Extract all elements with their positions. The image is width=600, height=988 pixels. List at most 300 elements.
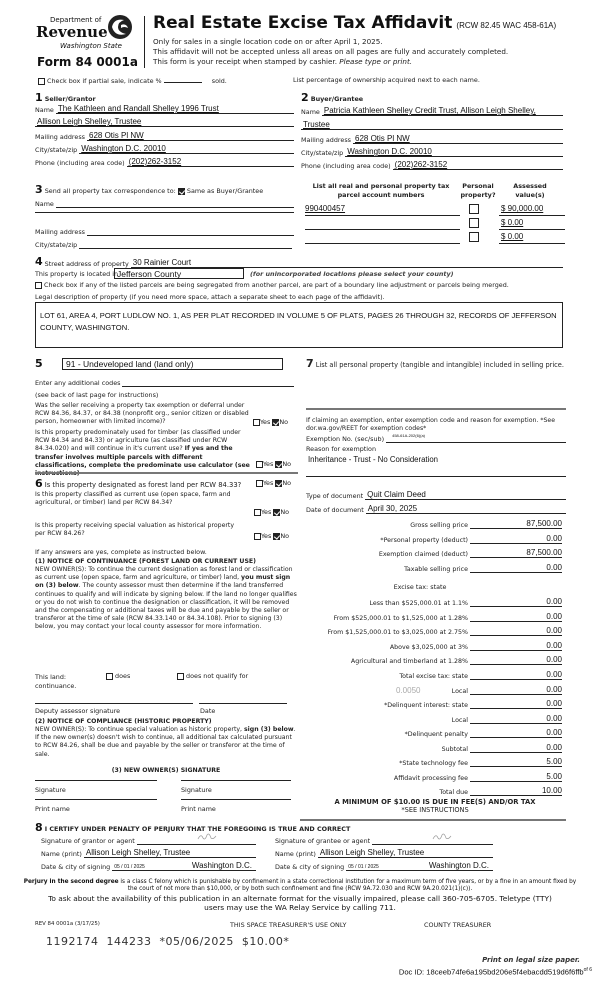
exemption-yes-checkbox[interactable] bbox=[253, 419, 260, 426]
forest-answer bbox=[256, 479, 291, 487]
tax-row-value[interactable]: 0.00 bbox=[500, 625, 562, 636]
parcel-number-field[interactable]: 990400457 bbox=[305, 204, 460, 216]
exemption-intro: If claiming an exemption, enter exemption code and reason for exemption. *See dor.wa.gov/REET for exemption codes* bbox=[306, 417, 556, 433]
partial-sale-suffix: sold. bbox=[211, 77, 227, 85]
tax-row-label: Affidavit processing fee bbox=[393, 774, 468, 782]
doc-type-label: Type of document bbox=[306, 492, 364, 500]
corr-name-field[interactable] bbox=[56, 198, 294, 208]
street-address-field[interactable] bbox=[131, 258, 563, 268]
deputy-date-field[interactable] bbox=[199, 703, 287, 704]
tax-leader-line bbox=[470, 700, 500, 709]
new-owner-signature-title: (3) NEW OWNER(S) SIGNATURE bbox=[111, 767, 221, 774]
grantor-date-field[interactable] bbox=[112, 861, 256, 871]
parcel-row bbox=[303, 204, 568, 218]
this-land-label: This land: bbox=[35, 673, 67, 681]
seller-name2-row bbox=[35, 117, 294, 127]
grantor-date-label: Date & city of signing bbox=[41, 863, 111, 871]
exemption-no-field[interactable] bbox=[386, 433, 566, 443]
grantor-name-label: Name (print) bbox=[41, 850, 82, 858]
grantor-date-value: 05 / 01 / 2025 bbox=[114, 864, 145, 870]
seller-name-value: The Kathleen and Randall Shelley 1996 Trust bbox=[57, 104, 219, 113]
tax-row-label: Above $3,025,000 at 3% bbox=[389, 643, 468, 651]
current-use-yes-checkbox[interactable] bbox=[254, 509, 261, 516]
tax-leader-line bbox=[470, 549, 500, 558]
tax-leader-line bbox=[470, 787, 500, 796]
partial-sale-row bbox=[38, 76, 227, 85]
tax-row-label: From $1,525,000.01 to $3,025,000 at 2.75% bbox=[327, 629, 468, 637]
tax-row bbox=[300, 654, 566, 665]
tax-row-label: Subtotal bbox=[441, 745, 468, 753]
parcel-row bbox=[303, 232, 568, 246]
timber-no-checkbox[interactable] bbox=[275, 461, 282, 468]
timber-answer bbox=[256, 460, 291, 468]
does-label: does bbox=[115, 672, 131, 680]
grantor-city-value: Washington D.C. bbox=[191, 861, 252, 870]
grantor-signature-label: Signature of grantor or agent bbox=[41, 837, 135, 845]
tax-row-label: Gross selling price bbox=[410, 522, 468, 529]
seller-name-label: Name bbox=[35, 106, 54, 114]
doc-type-row bbox=[306, 490, 566, 500]
section-3-number: 3 bbox=[35, 183, 43, 196]
certify-label: I CERTIFY UNDER PENALTY OF PERJURY THAT THE FOREGOING IS TRUE AND CORRECT bbox=[44, 825, 351, 833]
seller-city-label: City/state/zip bbox=[35, 146, 78, 154]
buyer-phone-field[interactable] bbox=[393, 160, 563, 170]
tax-row bbox=[300, 533, 566, 544]
assessed-value-field[interactable]: $ 0.00 bbox=[499, 218, 565, 230]
corr-city-field[interactable] bbox=[79, 239, 292, 249]
buyer-phone-value: (202)262-3152 bbox=[394, 160, 448, 169]
page-number: of 6 bbox=[583, 967, 592, 973]
legal-paper-note: Print on legal size paper. bbox=[482, 956, 580, 964]
section-2-number: 2 bbox=[301, 91, 309, 104]
same-as-buyer-label: Same as Buyer/Grantee bbox=[186, 187, 264, 195]
revenue-label: Revenue bbox=[36, 23, 108, 41]
assessed-value-field[interactable]: $ 90,000.00 bbox=[499, 204, 565, 216]
signature-label: Signature bbox=[181, 786, 212, 794]
tax-row-label: Less than $525,000.01 at 1.1% bbox=[369, 600, 468, 607]
timber-yes-checkbox[interactable] bbox=[256, 461, 263, 468]
buyer-name-label: Name bbox=[301, 108, 320, 116]
historical-yes-checkbox[interactable] bbox=[254, 533, 261, 540]
notice-compliance-bold: sign (3) below bbox=[243, 726, 294, 733]
tax-row-value[interactable]: 0.00 bbox=[500, 727, 562, 738]
deputy-signature-label: Deputy assessor signature bbox=[35, 707, 121, 715]
buyer-heading bbox=[301, 91, 363, 104]
section-7-number: 7 bbox=[306, 357, 314, 370]
seller-mail-value: 628 Otis Pl NW bbox=[89, 131, 144, 140]
buyer-city-field[interactable] bbox=[345, 147, 563, 157]
does-not-label: does not qualify for bbox=[186, 672, 249, 680]
tax-row bbox=[300, 742, 566, 753]
partial-sale-percent-field[interactable] bbox=[164, 76, 202, 83]
new-owner-print-1[interactable] bbox=[35, 799, 157, 800]
tax-leader-line bbox=[470, 744, 500, 753]
forest-no-checkbox[interactable] bbox=[275, 480, 282, 487]
seller-heading bbox=[35, 91, 96, 104]
forest-question-row bbox=[35, 477, 241, 490]
additional-codes-label: Enter any additional codes bbox=[35, 379, 121, 387]
tax-row bbox=[300, 669, 566, 680]
exemption-no-label: Exemption No. (sec/sub) bbox=[306, 435, 385, 443]
section-1-number: 1 bbox=[35, 91, 43, 104]
see-instructions-note: *SEE INSTRUCTIONS bbox=[401, 806, 469, 814]
corr-mail-row bbox=[35, 226, 294, 236]
seller-mail-field[interactable] bbox=[87, 131, 294, 141]
buyer-city-label: City/state/zip bbox=[301, 149, 344, 157]
tax-row bbox=[300, 562, 566, 573]
doc-date-field[interactable] bbox=[366, 504, 566, 514]
section-5-number: 5 bbox=[35, 357, 43, 370]
tax-row bbox=[300, 684, 566, 695]
county-treasurer-label: COUNTY TREASURER bbox=[424, 921, 492, 929]
dor-swoosh-icon bbox=[106, 14, 134, 40]
page-title-wrap bbox=[153, 13, 556, 33]
forest-question: Is this property designated as forest land per RCW 84.33? bbox=[44, 481, 242, 489]
buyer-city-row bbox=[301, 147, 563, 157]
current-use-answer bbox=[254, 508, 289, 516]
tax-leader-line bbox=[470, 715, 500, 724]
correspondence-label: Send all property tax correspondence to: bbox=[44, 187, 176, 195]
local-rate: 0.0050 bbox=[396, 686, 421, 695]
buyer-name-field[interactable] bbox=[322, 106, 563, 116]
tax-row bbox=[300, 756, 566, 767]
seller-phone-label: Phone (including area code) bbox=[35, 159, 125, 167]
tax-row bbox=[300, 785, 566, 796]
personal-property-checkbox[interactable] bbox=[469, 232, 479, 242]
buyer-mail-row bbox=[301, 134, 563, 144]
county-select[interactable]: Jefferson County bbox=[114, 268, 244, 279]
notice-compliance-text bbox=[35, 726, 297, 759]
correspondence-heading bbox=[35, 183, 263, 196]
personal-property-checkbox[interactable] bbox=[469, 204, 479, 214]
tax-row-value[interactable]: 0.00 bbox=[500, 562, 562, 573]
buyer-name-row bbox=[301, 106, 563, 116]
buyer-heading-label: Buyer/Grantee bbox=[310, 95, 364, 103]
ownership-note: List percentage of ownership acquired next to each name. bbox=[293, 76, 480, 84]
notice-continuance-bold: you must sign on (3) below bbox=[35, 574, 291, 590]
tax-row-value[interactable]: 0.00 bbox=[500, 596, 562, 607]
new-owner-signature-2[interactable] bbox=[181, 780, 291, 781]
tax-row-value[interactable]: 5.00 bbox=[500, 771, 562, 782]
grantee-date-value: 05 / 01 / 2025 bbox=[348, 864, 379, 870]
personal-property-field[interactable] bbox=[306, 408, 566, 410]
seller-city-field[interactable] bbox=[79, 144, 294, 154]
grantor-date-row bbox=[41, 861, 256, 871]
street-address-label: Street address of property bbox=[44, 260, 129, 268]
parcel-col-personal: Personal property? bbox=[460, 182, 496, 199]
tax-row-value[interactable]: 0.00 bbox=[500, 669, 562, 680]
treasurer-use-label: THIS SPACE TREASURER'S USE ONLY bbox=[230, 921, 347, 929]
personal-property-label: List all personal property (tangible and intangible) included in selling price. bbox=[315, 361, 564, 369]
tax-row-label: *Personal property (deduct) bbox=[380, 536, 468, 544]
tax-row-value[interactable]: 0.00 bbox=[500, 698, 562, 709]
tax-row-value[interactable]: 0.00 bbox=[500, 654, 562, 665]
buyer-name2-row bbox=[301, 120, 563, 130]
corr-mail-label: Mailing address bbox=[35, 228, 86, 236]
corr-city-label: City/state/zip bbox=[35, 241, 78, 249]
corr-name2-field[interactable] bbox=[35, 212, 294, 213]
new-owner-print-2[interactable] bbox=[181, 799, 291, 800]
notice-continuance-part-1: NEW OWNER(S): To continue the current designation as forest land or classification as current use (open space, farm and agriculture, or timber) land, bbox=[35, 566, 293, 582]
tax-row-label: Local bbox=[451, 687, 468, 695]
seller-name-row bbox=[35, 104, 294, 114]
tax-leader-line bbox=[470, 642, 500, 651]
segregated-checkbox[interactable] bbox=[35, 282, 42, 289]
partial-sale-checkbox[interactable] bbox=[38, 78, 45, 85]
grantee-date-label: Date & city of signing bbox=[275, 863, 345, 871]
tax-row-value[interactable]: 5.00 bbox=[500, 756, 562, 767]
seller-name-field[interactable] bbox=[56, 104, 294, 114]
land-use-select[interactable]: 91 - Undeveloped land (land only) bbox=[62, 358, 283, 370]
excise-heading: Excise tax: state bbox=[393, 583, 447, 591]
yes-label: Yes bbox=[263, 479, 274, 487]
seller-heading-label: Seller/Grantor bbox=[44, 95, 96, 103]
doc-id: Doc ID: 18ceeb74fe6a195bd206e5f4ebacdd519d6f6ffb bbox=[398, 967, 584, 977]
timber-question bbox=[35, 429, 253, 478]
buyer-name2-field[interactable] bbox=[301, 120, 563, 130]
section-6-number: 6 bbox=[35, 477, 43, 490]
tax-row-label: Taxable selling price bbox=[404, 565, 468, 573]
segregated-label: Check box if any of the listed parcels are being segregated from another parcel, are part of a boundary line adjustment or parcels being merged. bbox=[44, 281, 509, 289]
print-name-label: Print name bbox=[181, 805, 216, 813]
corr-mail-field[interactable] bbox=[87, 226, 294, 236]
tax-leader-line bbox=[470, 773, 500, 782]
parcel-col-value: Assessed value(s) bbox=[513, 182, 547, 199]
tax-leader-line bbox=[470, 671, 500, 680]
yes-label: Yes bbox=[261, 532, 272, 540]
buyer-mail-value: 628 Otis Pl NW bbox=[355, 134, 410, 143]
notice-compliance-part-2: . If the new owner(s) doesn't wish to continue, all additional tax calculated pursuant to RCW 84.26, shall be due and payable by the seller or transferor at the time of sale. bbox=[35, 726, 296, 758]
assessed-value-field[interactable]: $ 0.00 bbox=[499, 232, 565, 244]
yes-label: Yes bbox=[260, 418, 271, 426]
tax-leader-line bbox=[470, 598, 500, 607]
section-divider bbox=[35, 472, 298, 474]
grantor-name-value: Allison Leigh Shelley, Trustee bbox=[85, 848, 191, 857]
corr-name-label: Name bbox=[35, 200, 54, 208]
rcw-reference: (RCW 82.45 WAC 458-61A) bbox=[456, 21, 557, 30]
tax-leader-line bbox=[470, 656, 500, 665]
buyer-mail-field[interactable] bbox=[353, 134, 563, 144]
tax-row bbox=[300, 625, 566, 636]
tax-row-label: Total excise tax: state bbox=[399, 673, 468, 680]
grantor-signature-field[interactable] bbox=[137, 835, 256, 845]
tax-row bbox=[300, 611, 566, 622]
seller-mail-label: Mailing address bbox=[35, 133, 86, 141]
tax-row-label: *Delinquent penalty bbox=[404, 731, 468, 738]
county-note: (for unincorporated locations please select your county) bbox=[250, 270, 454, 278]
does-not-option bbox=[177, 672, 248, 680]
exemption-no-checkbox[interactable] bbox=[272, 419, 279, 426]
seller-mail-row bbox=[35, 131, 294, 141]
continuance-label: continuance. bbox=[35, 682, 77, 690]
perjury-bold: Perjury in the second degree bbox=[23, 879, 119, 885]
tax-row-value[interactable]: 0.00 bbox=[500, 533, 562, 544]
header-divider bbox=[144, 16, 145, 68]
grantee-city-value: Washington D.C. bbox=[428, 861, 489, 870]
treasurer-stamp: 1192174 144233 *05/06/2025 $10.00* bbox=[46, 935, 290, 948]
current-use-question: Is this property classified as current use (open space, farm and agricultural, or timber) land per RCW 84.34? bbox=[35, 491, 231, 507]
notice-continuance-text bbox=[35, 566, 297, 632]
page-title: Real Estate Excise Tax Affidavit bbox=[153, 13, 453, 33]
segregated-row bbox=[35, 281, 509, 289]
tax-row-value[interactable]: 87,500.00 bbox=[500, 518, 562, 529]
no-label: No bbox=[280, 532, 290, 540]
tax-row-value[interactable]: 0.00 bbox=[500, 713, 562, 724]
yes-label: Yes bbox=[263, 460, 274, 468]
tax-row bbox=[300, 771, 566, 782]
reason-field[interactable]: Inheritance - Trust - No Consideration bbox=[306, 455, 566, 477]
no-label: No bbox=[279, 418, 289, 426]
grantee-name-label: Name (print) bbox=[275, 850, 316, 858]
notice-continuance-title: (1) NOTICE OF CONTINUANCE (FOREST LAND OR CURRENT USE) bbox=[35, 558, 256, 565]
tax-row-label: Local bbox=[451, 716, 468, 724]
personal-property-heading bbox=[306, 357, 566, 370]
legal-description-label: Legal description of property (if you need more space, attach a separate sheet to each page of the affidavit). bbox=[35, 293, 385, 301]
parcel-row bbox=[303, 218, 568, 232]
tax-row-label: Exemption claimed (deduct) bbox=[378, 551, 468, 559]
corr-city-row bbox=[35, 239, 292, 249]
grantor-name-row bbox=[41, 848, 256, 858]
section-4-number: 4 bbox=[35, 255, 43, 268]
tax-row bbox=[300, 640, 566, 651]
exemption-no-row bbox=[306, 433, 566, 443]
form-number: Form 84 0001a bbox=[37, 55, 138, 69]
tax-row-value[interactable]: 10.00 bbox=[500, 785, 562, 796]
tax-leader-line bbox=[470, 758, 500, 767]
revision-label: REV 84 0001a (3/17/25) bbox=[35, 921, 100, 927]
perjury-text: is a class C felony which is punishable by confinement in a state correctional institution for a maximum term of five years, or by a fine in an amount fixed by the court of not more than $10,000, or by both such confinement and fine (RCW 9A.72.030 and RCW 9A.20.021(1)(c)). bbox=[118, 879, 577, 892]
notice-continuance-part-2: . The county assessor must then determine if the land transferred continues to qualify and will indicate by signing below. If the land no longer qualifies or you do not wish to continue the designation or classification, it will be removed and the compensating or additional taxes will be due and payable by the seller or transferor at the time of sale (RCW 84.33.140 or 84.34.108). Prior to signing (3) below, you may contact your local county assessor for more information. bbox=[35, 582, 297, 631]
buyer-city-value: Washington D.C. 20010 bbox=[347, 147, 432, 156]
grantee-signature-label: Signature of grantee or agent bbox=[275, 837, 371, 845]
tax-row-label: From $525,000.01 to $1,525,000 at 1.28% bbox=[333, 614, 468, 622]
tax-row-value[interactable]: 87,500.00 bbox=[500, 547, 562, 558]
seller-city-value: Washington D.C. 20010 bbox=[81, 144, 166, 153]
if-yes-note: If any answers are yes, complete as instructed below. bbox=[35, 548, 207, 556]
seller-name2-field[interactable] bbox=[35, 117, 294, 127]
additional-codes-note: (see back of last page for instructions) bbox=[35, 391, 159, 399]
does-qualify-checkbox[interactable] bbox=[106, 673, 113, 680]
corr-name-row bbox=[35, 198, 294, 208]
grantee-signature-field[interactable] bbox=[372, 835, 493, 845]
legal-description-field[interactable]: LOT 61, AREA 4, PORT LUDLOW NO. 1, AS PER PLAT RECORDED IN VOLUME 5 OF PLATS, PAGES 26 THROUGH 32, RECORDS OF JEFFERSON COUNTY, WASHINGTON. bbox=[35, 302, 563, 348]
doc-type-field[interactable] bbox=[365, 490, 566, 500]
same-as-buyer-checkbox[interactable] bbox=[178, 188, 185, 195]
does-option bbox=[106, 672, 130, 680]
tax-row bbox=[300, 547, 566, 558]
no-label: No bbox=[282, 479, 292, 487]
current-use-no-checkbox[interactable] bbox=[273, 509, 280, 516]
tax-row-label: Agricultural and timberland at 1.28% bbox=[350, 658, 468, 666]
doc-date-label: Date of document bbox=[306, 506, 364, 514]
print-name-label: Print name bbox=[35, 805, 70, 813]
receipt-note: This form is your receipt when stamped by cashier. bbox=[153, 57, 340, 66]
grantor-signature-icon bbox=[197, 832, 217, 842]
tax-leader-line bbox=[470, 520, 500, 529]
located-in-label: This property is located in bbox=[35, 270, 119, 278]
tax-row bbox=[300, 596, 566, 607]
grantee-signature-icon bbox=[432, 832, 452, 842]
deputy-date-label: Date bbox=[200, 707, 216, 715]
tax-leader-line bbox=[470, 627, 500, 636]
parcel-col-numbers: List all real and personal property tax parcel account numbers bbox=[312, 182, 450, 199]
reason-label: Reason for exemption bbox=[306, 445, 376, 453]
seller-name2-value: Allison Leigh Shelley, Trustee bbox=[37, 117, 142, 126]
header-line-2: This affidavit will not be accepted unless all areas on all pages are fully and accurately completed. bbox=[153, 47, 509, 56]
street-address-value: 30 Rainier Court bbox=[132, 258, 192, 267]
timber-question-bold: If yes and the transfer involves multiple parcels with different classifications, complete the predominate use calculator (see instructions) bbox=[35, 445, 250, 478]
notice-compliance-title: (2) NOTICE OF COMPLIANCE (HISTORIC PROPERTY) bbox=[35, 718, 212, 725]
tax-leader-line bbox=[470, 729, 500, 738]
parcel-number-field[interactable] bbox=[305, 232, 460, 244]
grantee-signature-row bbox=[275, 835, 493, 845]
signature-label: Signature bbox=[35, 786, 66, 794]
tax-leader-line bbox=[470, 613, 500, 622]
grantee-date-field[interactable] bbox=[346, 861, 493, 871]
buyer-phone-row bbox=[301, 160, 563, 170]
tax-row-value[interactable]: 0.00 bbox=[500, 611, 562, 622]
does-not-qualify-checkbox[interactable] bbox=[177, 673, 184, 680]
seller-phone-field[interactable] bbox=[127, 157, 294, 167]
doc-type-value: Quit Claim Deed bbox=[367, 490, 426, 499]
new-owner-signature-1[interactable] bbox=[35, 780, 157, 781]
deputy-signature-field[interactable] bbox=[35, 703, 193, 704]
alt-format-note: To ask about the availability of this publication in an alternate format for the visually impaired, please call 360-705-6705. Teletype (TTY) users may use the WA Relay Service by calling 711. bbox=[48, 894, 552, 912]
tax-row bbox=[300, 518, 566, 529]
forest-yes-checkbox[interactable] bbox=[256, 480, 263, 487]
additional-codes-row bbox=[35, 379, 294, 387]
tax-leader-line bbox=[470, 686, 500, 695]
grantee-name-field[interactable] bbox=[318, 848, 493, 858]
tax-row-label: *Delinquent interest: state bbox=[384, 702, 468, 709]
grantee-name-value: Allison Leigh Shelley, Trustee bbox=[319, 848, 425, 857]
perjury-note bbox=[20, 879, 580, 893]
grantor-name-field[interactable] bbox=[84, 848, 256, 858]
type-or-print-note: Please type or print. bbox=[339, 57, 413, 66]
grantee-name-row bbox=[275, 848, 493, 858]
tax-row bbox=[300, 727, 566, 738]
grantor-signature-row bbox=[41, 835, 256, 845]
doc-date-value: April 30, 2025 bbox=[367, 504, 418, 513]
tax-row-value[interactable]: 0.00 bbox=[500, 640, 562, 651]
section-8-number: 8 bbox=[35, 821, 43, 834]
buyer-name-value: Patricia Kathleen Shelley Credit Trust, Allison Leigh Shelley, bbox=[323, 106, 536, 115]
seller-city-row bbox=[35, 144, 294, 154]
tax-leader-line bbox=[470, 564, 500, 573]
historical-answer bbox=[254, 532, 289, 540]
buyer-name2-value: Trustee bbox=[303, 120, 330, 129]
buyer-phone-label: Phone (including area code) bbox=[301, 162, 391, 170]
historical-no-checkbox[interactable] bbox=[273, 533, 280, 540]
no-label: No bbox=[280, 508, 290, 516]
grantee-date-row bbox=[275, 861, 493, 871]
parcel-number-field[interactable] bbox=[305, 218, 460, 230]
exemption-question: Was the seller receiving a property tax exemption or deferral under RCW 84.36, 84.37, or 84.38 (nonprofit org., senior citizen or disabled person, homeowner with limited income)? bbox=[35, 402, 249, 426]
partial-sale-label: Check box if partial sale, indicate % bbox=[47, 77, 162, 85]
certify-heading bbox=[35, 821, 350, 834]
tax-row-value[interactable]: 0.00 bbox=[500, 742, 562, 753]
exemption-answer bbox=[253, 418, 288, 426]
tax-row-label: Total due bbox=[439, 789, 468, 796]
tax-row-value[interactable]: 0.00 bbox=[500, 684, 562, 695]
personal-property-checkbox[interactable] bbox=[469, 218, 479, 228]
exemption-no-value: 458-61A-202(6)(a) bbox=[392, 433, 426, 438]
doc-id-row bbox=[399, 967, 592, 977]
tax-row-label: *State technology fee bbox=[399, 760, 468, 767]
buyer-mail-label: Mailing address bbox=[301, 136, 352, 144]
additional-codes-field[interactable] bbox=[122, 380, 294, 387]
seller-phone-row bbox=[35, 157, 294, 167]
